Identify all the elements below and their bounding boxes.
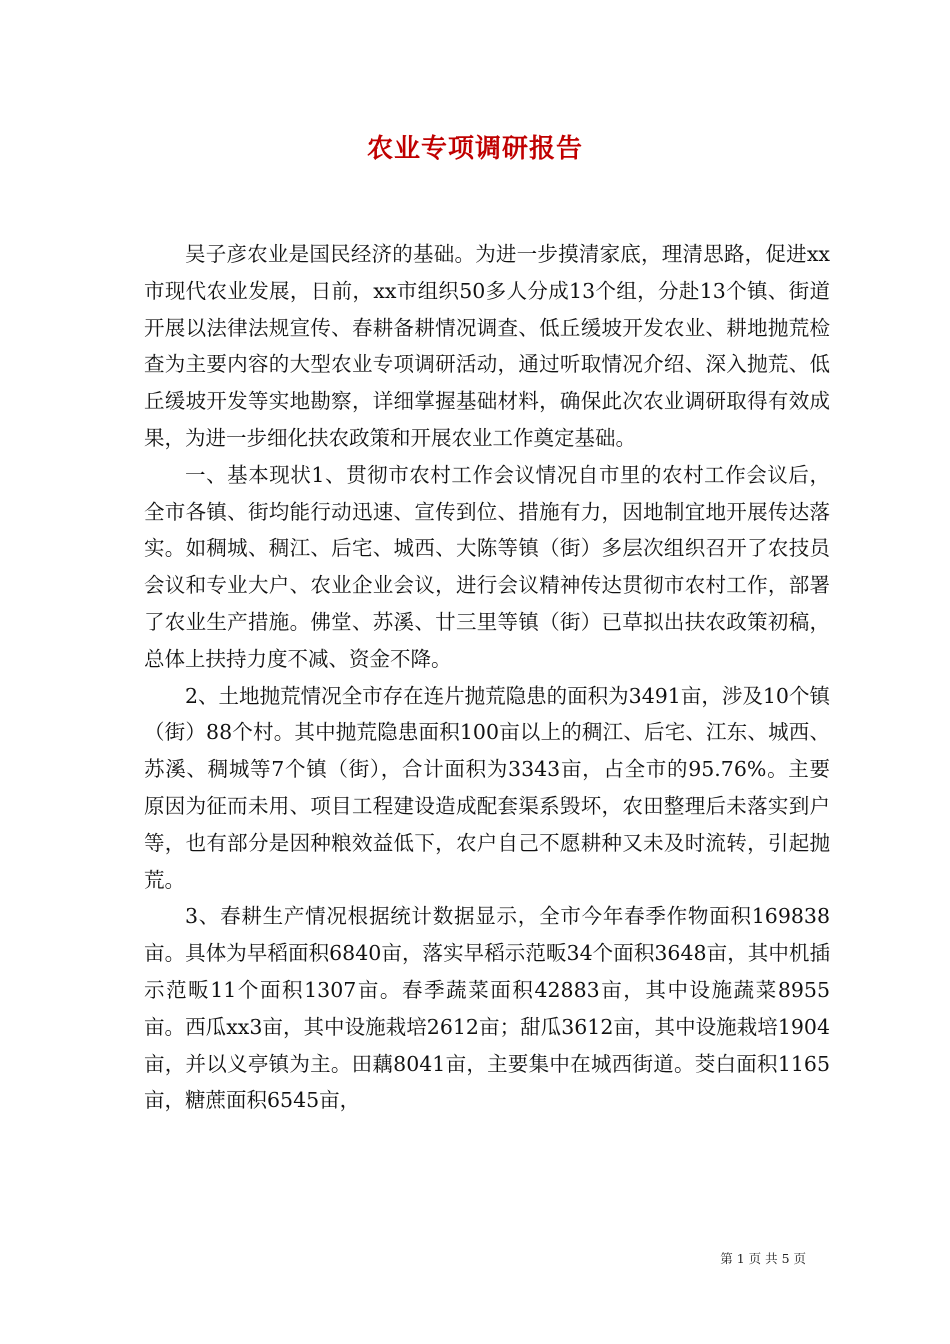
paragraph-intro: 吴子彦农业是国民经济的基础。为进一步摸清家底，理清思路，促进xx市现代农业发展，日前，xx市组织50多人分成13个组，分赴13个镇、街道开展以法律法规宣传、春耕备耕情况调查、低丘缓坡开发农业、耕地抛荒检查为主要内容的大型农业专项调研活动，通过听取情况介绍、深入抛荒、低丘缓坡开发等实地勘察，详细掌握基础材料，确保此次农业调研取得有效成果，为进一步细化扶农政策和开展农业工作奠定基础。 (144, 242, 830, 450)
document-body (144, 236, 830, 1119)
paragraph-land-abandonment: 2、土地抛荒情况全市存在连片抛荒隐患的面积为3491亩，涉及10个镇（街）88个村。其中抛荒隐患面积100亩以上的稠江、后宅、江东、城西、苏溪、稠城等7个镇（街），合计面积为3343亩，占全市的95.76%。主要原因为征而未用、项目工程建设造成配套渠系毁坏，农田整理后未落实到户等，也有部分是因种粮效益低下，农户自己不愿耕种又未及时流转，引起抛荒。 (144, 683, 830, 892)
paragraph-spring-farming: 3、春耕生产情况根据统计数据显示，全市今年春季作物面积169838亩。具体为早稻面积6840亩，落实早稻示范畈34个面积3648亩，其中机插示范畈11个面积1307亩。春季蔬菜面积42883亩，其中设施蔬菜8955亩。西瓜xx3亩，其中设施栽培2612亩；甜瓜3612亩，其中设施栽培1904亩，并以义亭镇为主。田藕8041亩，主要集中在城西街道。茭白面积1165亩，糖蔗面积6545亩， (144, 904, 830, 1113)
page-number-footer: 第 1 页 共 5 页 (720, 1251, 806, 1266)
paragraph-basic-status: 一、基本现状1、贯彻市农村工作会议情况自市里的农村工作会议后，全市各镇、街均能行动迅速、宣传到位、措施有力，因地制宜地开展传达落实。如稠城、稠江、后宅、城西、大陈等镇（街）多层次组织召开了农技员会议和专业大户、农业企业会议，进行会议精神传达贯彻市农村工作，部署了农业生产措施。佛堂、苏溪、廿三里等镇（街）已草拟出扶农政策初稿，总体上扶持力度不减、资金不降。 (144, 462, 830, 671)
document-title: 农业专项调研报告 (366, 134, 583, 164)
